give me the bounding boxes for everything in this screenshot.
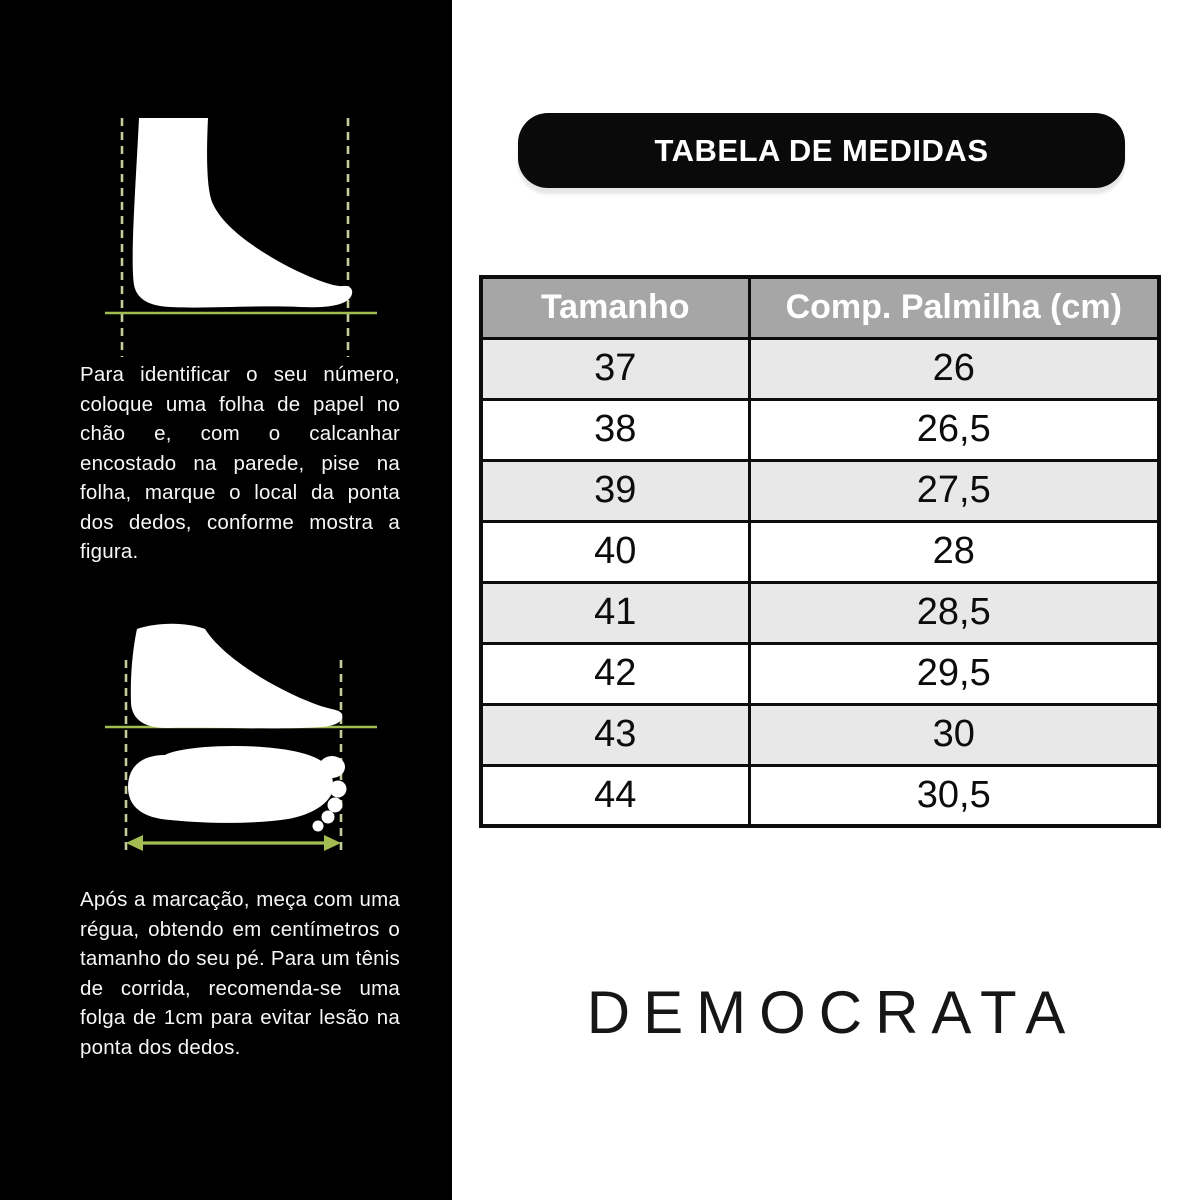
table-row (481, 338, 1159, 399)
table-row (481, 460, 1159, 521)
insole-length-value: 28,5 (749, 582, 1159, 643)
title-pill (518, 113, 1125, 188)
footprint-icon (128, 746, 347, 832)
brand-wordmark: DEMOCRATA (586, 979, 1079, 1046)
insole-length-value: 26,5 (749, 399, 1159, 460)
insole-length-value: 30,5 (749, 765, 1159, 826)
column-header-insole-length: Comp. Palmilha (cm) (749, 277, 1159, 338)
table-row (481, 582, 1159, 643)
table-header-row (481, 277, 1159, 338)
instruction-step-2: Após a marcação, meça com uma régua, obtendo em centímetros o tamanho do seu pé. Para um tênis de corrida, recomenda-se uma folga de 1cm para evitar lesão na ponta dos dedos. (80, 888, 400, 1059)
size-value: 44 (481, 765, 749, 826)
size-value: 38 (481, 399, 749, 460)
size-value: 43 (481, 704, 749, 765)
measure-arrow-icon (126, 835, 341, 851)
column-header-size: Tamanho (481, 277, 749, 338)
table-row (481, 765, 1159, 826)
insole-length-value: 30 (749, 704, 1159, 765)
table-row (481, 521, 1159, 582)
size-value: 40 (481, 521, 749, 582)
table-row (481, 399, 1159, 460)
instruction-step-1: Para identificar o seu número, coloque uma folha de papel no chão e, com o calcanhar encostado na parede, pise na folha, marque o local da ponta dos dedos, conforme mostra a figura. (80, 363, 400, 563)
size-value: 39 (481, 460, 749, 521)
instructions-panel (0, 0, 452, 1200)
size-value: 37 (481, 338, 749, 399)
insole-length-value: 29,5 (749, 643, 1159, 704)
size-value: 42 (481, 643, 749, 704)
size-value: 41 (481, 582, 749, 643)
foot-wall-measure-illustration (95, 100, 395, 360)
insole-length-value: 27,5 (749, 460, 1159, 521)
foot-side-small-icon (131, 624, 342, 729)
size-table (479, 275, 1161, 828)
foot-length-measure-illustration (95, 615, 395, 865)
page-title: TABELA DE MEDIDAS (654, 132, 989, 168)
insole-length-value: 28 (749, 521, 1159, 582)
insole-length-value: 26 (749, 338, 1159, 399)
foot-side-icon (133, 118, 353, 308)
table-row (481, 643, 1159, 704)
table-row (481, 704, 1159, 765)
